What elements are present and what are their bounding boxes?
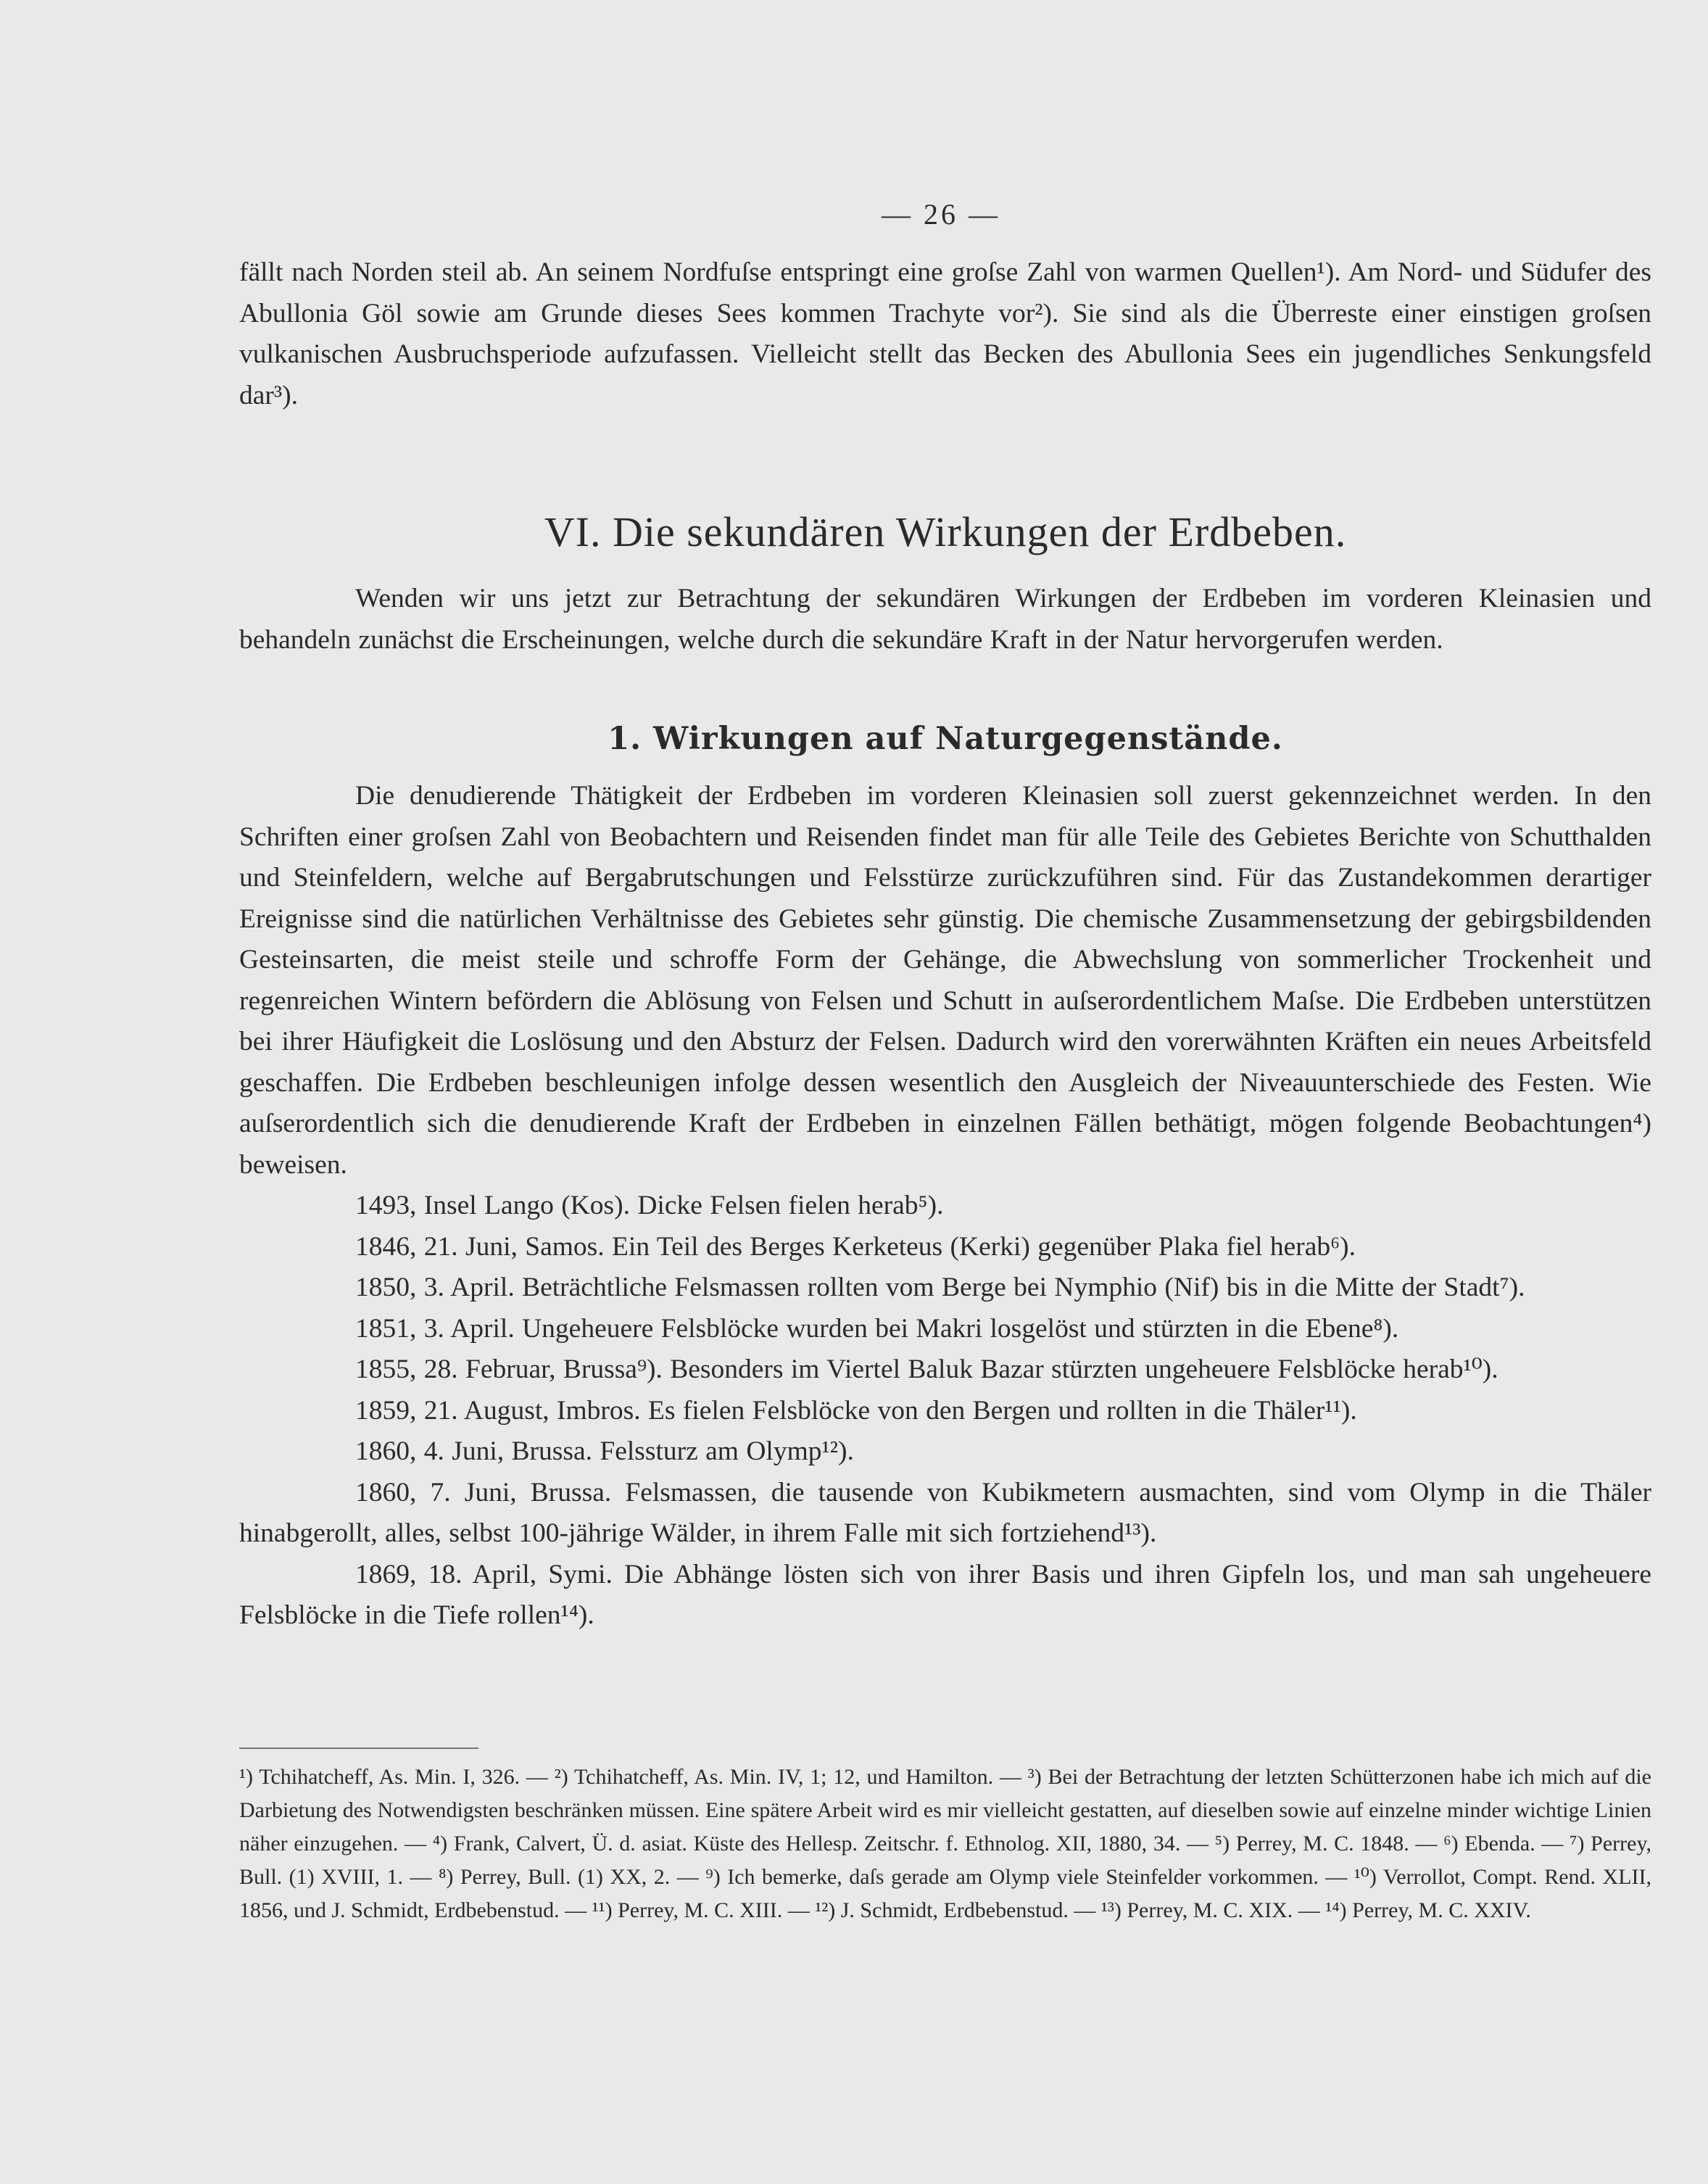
subsection-paragraph: Die denudierende Thätigkeit der Erdbeben im vorderen Kleinasien soll zuerst gekennzeichnet werden. In den Schriften einer groſsen Zahl von Beobachtern und Reisenden findet man für alle Teile des Gebietes Berichte von Schutthalden und Steinfeldern, welche auf Bergabrutschungen und Felsstürze zurückzuführen sind. Für das Zustandekommen derartiger Ereignisse sind die natürlichen Verhältnisse des Gebietes sehr günstig. Die chemische Zusammensetzung der gebirgsbildenden Gesteinsarten, die meist steile und schroffe Form der Gehänge, die Abwechslung von sommerlicher Trockenheit und regenreichen Wintern befördern die Ablösung von Felsen und Schutt in auſserordentlichem Maſse. Die Erdbeben unterstützen bei ihrer Häufigkeit die Loslösung und den Absturz der Felsen. Dadurch wird den vorerwähnten Kräften ein neues Arbeitsfeld geschaffen. Die Erdbeben beschleunigen infolge dessen wesentlich den Ausgleich der Niveauunterschiede des Festen. Wie auſserordentlich sich die denudierende Kraft der Erdbeben in einzelnen Fällen bethätigt, mögen folgende Beobachtungen⁴) beweisen.: [239, 781, 1651, 1180]
footnotes: ¹) Tchihatcheff, As. Min. I, 326. — ²) Tchihatcheff, As. Min. IV, 1; 12, und Hamilton. — ³) Bei der Betrachtung der letzten Schütterzonen habe ich mich auf die Darbietung des Notwendigsten beschränken müssen. Eine spätere Arbeit wird es mir vielleicht gestatten, auf dieselben sowie auf einzelne minder wichtige Linien näher einzugehen. — ⁴) Frank, Calvert, Ü. d. asiat. Küste des Hellesp. Zeitschr. f. Ethnolog. XII, 1880, 34. — ⁵) Perrey, M. C. 1848. — ⁶) Ebenda. — ⁷) Perrey, Bull. (1) XVIII, 1. — ⁸) Perrey, Bull. (1) XX, 2. — ⁹) Ich bemerke, daſs gerade am Olymp viele Steinfelder vorkommen. — ¹⁰) Verrollot, Compt. Rend. XLII, 1856, und J. Schmidt, Erdbebenstud. — ¹¹) Perrey, M. C. XIII. — ¹²) J. Schmidt, Erdbebenstud. — ¹³) Perrey, M. C. XIX. — ¹⁴) Perrey, M. C. XXIV.: [239, 1765, 1651, 1922]
list-item: 1859, 21. August, Imbros. Es fielen Felsblöcke von den Bergen und rollten in die Thäler¹¹).: [355, 1395, 1357, 1426]
list-item: 1846, 21. Juni, Samos. Ein Teil des Berges Kerketeus (Kerki) gegenüber Plaka fiel herab⁶).: [355, 1231, 1356, 1262]
list-item: 1869, 18. April, Symi. Die Abhänge lösten sich von ihrer Basis und ihren Gipfeln los, und man sah ungeheuere Felsblöcke in die Tiefe rollen¹⁴).: [239, 1559, 1651, 1630]
list-item: 1493, Insel Lango (Kos). Dicke Felsen fielen herab⁵).: [355, 1191, 944, 1220]
list-item: 1851, 3. April. Ungeheuere Felsblöcke wurden bei Makri losgelöst und stürzten in die Ebene⁸).: [355, 1313, 1399, 1344]
section-heading: VI. Die sekundären Wirkungen der Erdbeben.: [544, 508, 1347, 555]
list-item: 1860, 4. Juni, Brussa. Felssturz am Olymp¹²).: [355, 1436, 854, 1466]
page-number: — 26 —: [882, 198, 1000, 231]
intro-block: [239, 252, 1651, 416]
footnote-divider: [239, 1747, 478, 1749]
intro-paragraph: fällt nach Norden steil ab. An seinem Nordfuſse entspringt eine groſse Zahl von warmen Quellen¹). Am Nord- und Südufer des Abullonia Göl sowie am Grunde dieses Sees kommen Trachyte vor²). Sie sind als die Überreste einer einstigen groſsen vulkanischen Ausbruchsperiode aufzufassen. Vielleicht stellt das Becken des Abullonia Sees ein jugendliches Senkungsfeld dar³).: [239, 257, 1651, 410]
subsection-heading: 1. Wirkungen auf Naturgegenstände.: [608, 721, 1283, 757]
subsection-body: [239, 776, 1651, 1637]
list-item: 1860, 7. Juni, Brussa. Felsmassen, die tausende von Kubikmetern ausmachten, sind vom Olymp in die Thäler hinabgerollt, alles, selbst 100-jährige Wälder, in ihrem Falle mit sich fortziehend¹³).: [239, 1477, 1651, 1548]
list-item: 1850, 3. April. Beträchtliche Felsmassen rollten vom Berge bei Nymphio (Nif) bis in die Mitte der Stadt⁷).: [355, 1273, 1525, 1302]
section-intro-block: [239, 579, 1651, 661]
list-item: 1855, 28. Februar, Brussa⁹). Besonders im Viertel Baluk Bazar stürzten ungeheuere Felsblöcke herab¹⁰).: [355, 1354, 1498, 1384]
section-intro-paragraph: Wenden wir uns jetzt zur Betrachtung der sekundären Wirkungen der Erdbeben im vorderen Kleinasien und behandeln zunächst die Erscheinungen, welche durch die sekundäre Kraft in der Natur hervorgerufen werden.: [239, 584, 1651, 655]
